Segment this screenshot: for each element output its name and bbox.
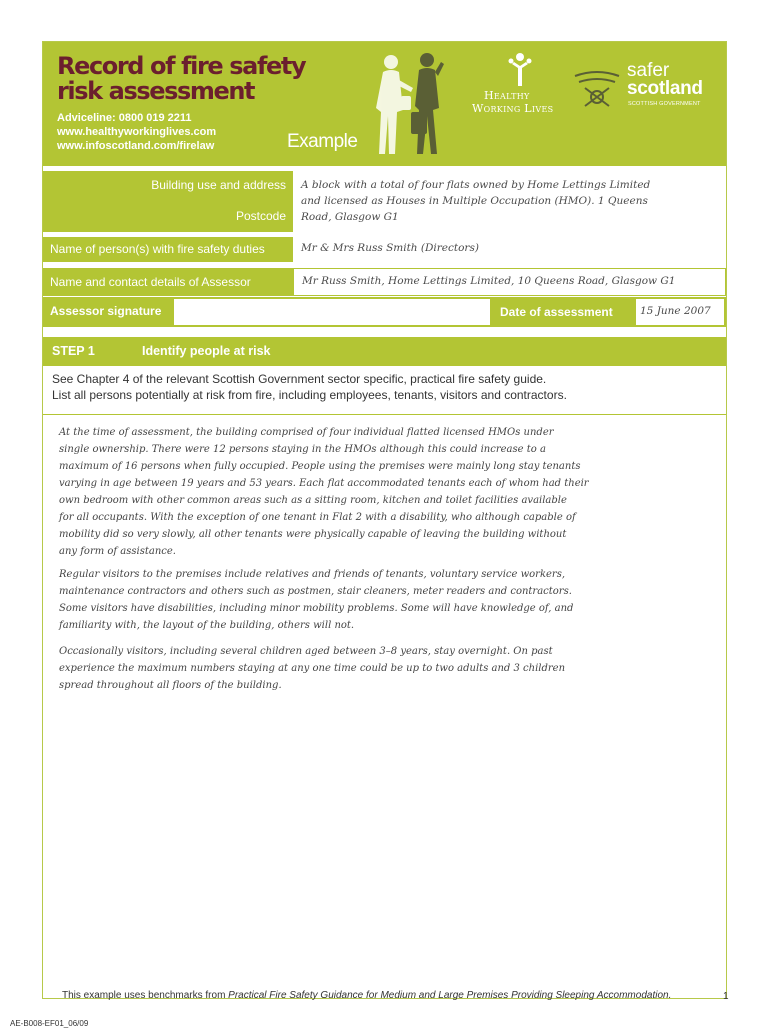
scottish-government-word: SCOTTISH GOVERNMENT — [628, 101, 701, 107]
date-value: 15 June 2007 — [640, 305, 711, 317]
p2-line: familiarity with, the layout of the building, others will not. — [59, 620, 355, 631]
assessor-field[interactable] — [293, 268, 726, 296]
scotland-word: scotland — [627, 78, 703, 99]
assessor-value: Mr Russ Smith, Home Lettings Limited, 10 Queens Road, Glasgow G1 — [302, 275, 676, 287]
intro-line-2: List all persons potentially at risk from fire, including employees, tenants, visitors and contractors. — [52, 388, 567, 402]
footer-prefix: This example uses benchmarks from — [62, 990, 229, 1001]
footer-note — [62, 990, 671, 1001]
duties-label-cell — [43, 237, 293, 262]
p3-line: spread throughout all floors of the building. — [59, 680, 282, 691]
p1-line: At the time of assessment, the building comprised of four individual flatted licensed HMOs under — [59, 427, 554, 438]
url-healthyworkinglives[interactable]: www.healthyworkinglives.com — [57, 126, 217, 138]
p1-line: own bedroom with other common areas such as a sitting room, kitchen and toilet facilities available — [59, 495, 567, 506]
page-number: 1 — [723, 991, 729, 1002]
notes-paragraph-2 — [59, 566, 699, 634]
building-row — [43, 171, 726, 232]
p1-line: any form of assistance. — [59, 546, 176, 557]
people-illustration-icon — [361, 50, 461, 162]
building-value-line-1: A block with a total of four flats owned by Home Lettings Limited — [301, 179, 651, 191]
title-line-2: risk assessment — [57, 77, 255, 105]
assessor-label-cell — [43, 268, 293, 296]
notes-area[interactable] — [43, 414, 726, 998]
hwl-line-2: Working Lives — [472, 102, 554, 115]
building-value-line-2: and licensed as Houses in Multiple Occupation (HMO). 1 Queens — [301, 195, 648, 207]
tree-figure-icon — [506, 52, 534, 88]
p1-line: varying in age between 19 years and 53 years. Each flat accommodated tenants each of whom had their — [59, 478, 589, 489]
duties-value: Mr & Mrs Russ Smith (Directors) — [301, 242, 479, 254]
signature-field[interactable] — [174, 299, 490, 325]
hwl-line-1: Healthy — [484, 89, 530, 102]
p2-line: Regular visitors to the premises include relatives and friends of tenants, voluntary service workers, — [59, 569, 566, 580]
safer-word: safer — [627, 60, 670, 81]
building-label-cell — [43, 171, 293, 232]
assessor-row — [43, 268, 726, 296]
intro-line-1: See Chapter 4 of the relevant Scottish Government sector specific, practical fire safety guide. — [52, 372, 547, 386]
notes-paragraph-3 — [59, 643, 699, 694]
saltire-crest-icon — [571, 66, 623, 114]
duties-field[interactable] — [293, 237, 726, 262]
duties-row — [43, 237, 726, 262]
building-label: Building use and address — [151, 178, 286, 192]
p1-line: for all occupants. With the exception of one tenant in Flat 2 with a disability, who although capable of — [59, 512, 576, 523]
p1-line: mobility did so very slowly, all other tenants were physically capable of leaving the building without — [59, 529, 567, 540]
postcode-label: Postcode — [235, 209, 286, 223]
document-code: AE-B008-EF01_06/09 — [10, 1019, 89, 1028]
footer-italic: Practical Fire Safety Guidance for Medium and Large Premises Providing Sleeping Accommodation. — [228, 990, 672, 1001]
step-number: STEP 1 — [52, 344, 95, 358]
signature-row — [43, 297, 726, 327]
p3-line: Occasionally visitors, including several children aged between 3–8 years, stay overnight. On past — [59, 646, 553, 657]
date-field[interactable] — [636, 299, 724, 325]
building-field[interactable] — [293, 171, 726, 232]
p2-line: maintenance contractors and others such as postmen, stair cleaners, meter readers and contractors. — [59, 586, 572, 597]
p3-line: experience the maximum numbers staying at any one time could be up to two adults and 3 children — [59, 663, 566, 674]
step-intro — [52, 371, 722, 403]
url-infoscotland[interactable]: www.infoscotland.com/firelaw — [57, 140, 215, 152]
adviceline: Adviceline: 0800 019 2211 — [57, 112, 192, 124]
title-line-1: Record of fire safety — [57, 52, 306, 80]
signature-label: Assessor signature — [50, 304, 162, 318]
example-label: Example — [287, 131, 358, 152]
p2-line: Some visitors have disabilities, including minor mobility problems. Some will have knowledge of, and — [59, 603, 574, 614]
p1-line: maximum of 16 persons when fully occupied. People using the premises were mainly long stay tenants — [59, 461, 581, 472]
assessor-label: Name and contact details of Assessor — [50, 275, 251, 289]
step-header — [43, 337, 726, 366]
date-label: Date of assessment — [500, 305, 613, 319]
header-banner — [43, 42, 726, 166]
building-value-line-3: Road, Glasgow G1 — [301, 211, 399, 223]
document-title — [57, 54, 305, 104]
p1-line: single ownership. There were 12 persons staying in the HMOs although this could increase to a — [59, 444, 546, 455]
notes-paragraph-1 — [59, 424, 699, 560]
contact-block — [57, 111, 216, 153]
duties-label: Name of person(s) with fire safety duties — [50, 242, 265, 256]
step-title: Identify people at risk — [142, 344, 271, 358]
